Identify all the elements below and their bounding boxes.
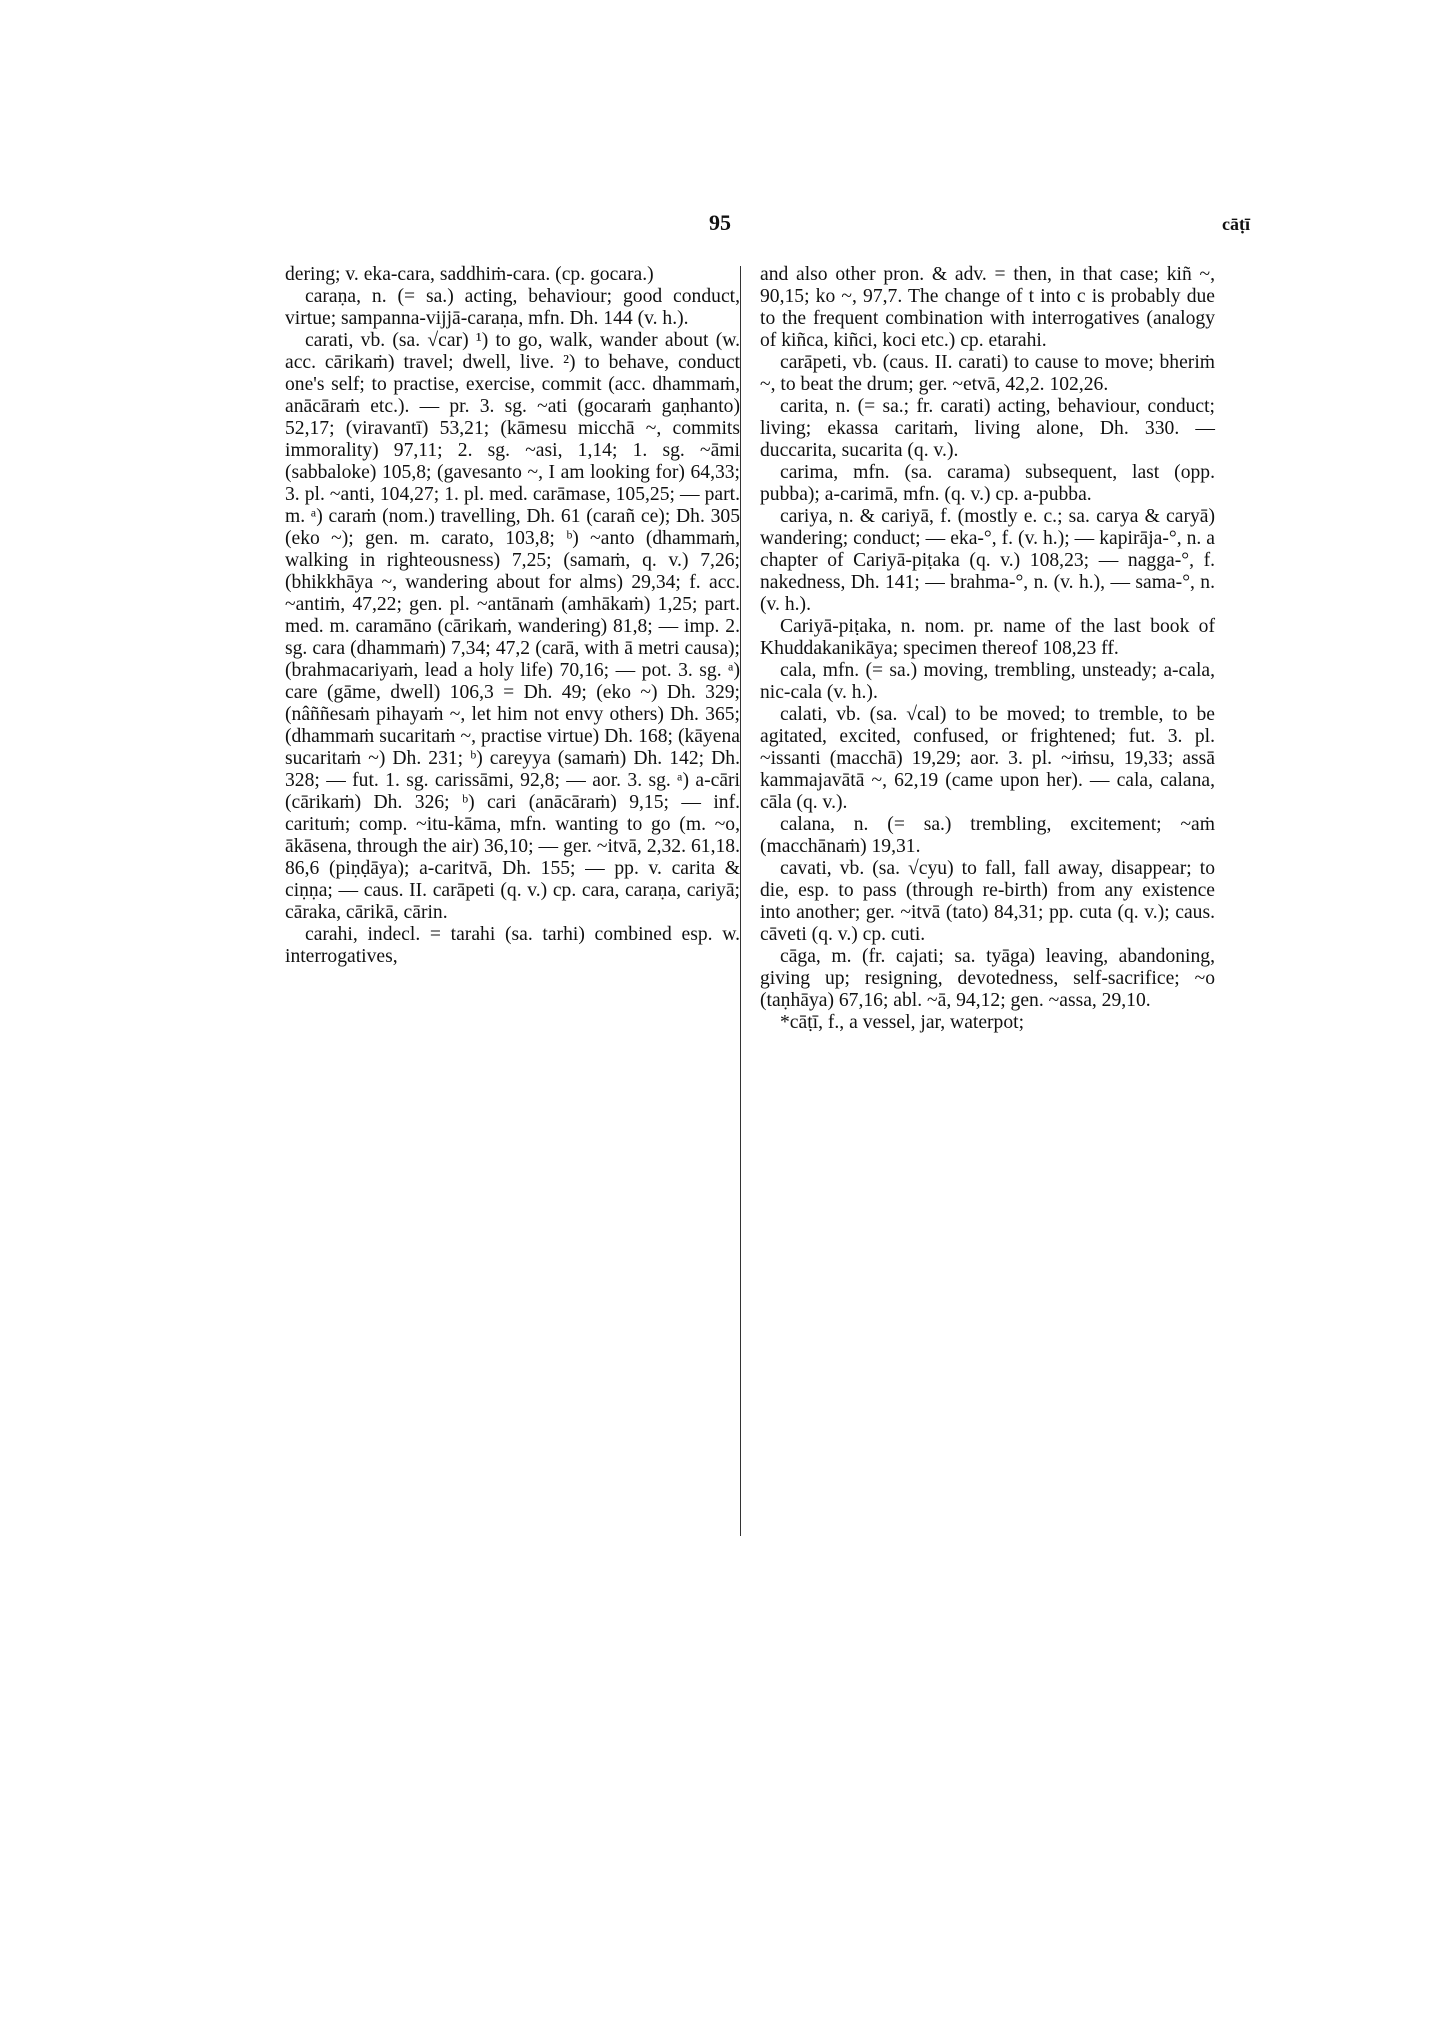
dictionary-entry: carita, n. (= sa.; fr. carati) acting, behaviour, conduct; living; ekassa caritaṁ, living alone, Dh. 330. — duccarita, sucarita (q. v.). (760, 396, 1215, 461)
right-column (760, 264, 1215, 1034)
dictionary-entry: calana, n. (= sa.) trembling, excitement; ~aṁ (macchānaṁ) 19,31. (760, 814, 1215, 857)
dictionary-entry: dering; v. eka-cara, saddhiṁ-cara. (cp. gocara.) (285, 264, 654, 285)
dictionary-entry: carāpeti, vb. (caus. II. carati) to cause to move; bheriṁ ~, to beat the drum; ger. ~etvā, 42,2. 102,26. (760, 352, 1215, 395)
dictionary-entry: carima, mfn. (sa. carama) subsequent, last (opp. pubba); a-carimā, mfn. (q. v.) cp. a-pubba. (760, 462, 1215, 505)
dictionary-entry: calati, vb. (sa. √cal) to be moved; to tremble, to be agitated, excited, confused, or frightened; fut. 3. pl. ~issanti (macchā) 19,29; aor. 3. pl. ~iṁsu, 19,33; assā kammajavātā ~, 62,19 (came upon her). — cala, calana, cāla (q. v.). (760, 704, 1215, 813)
dictionary-entry: cariya, n. & cariyā, f. (mostly e. c.; sa. carya & caryā) wandering; conduct; — eka-°, f. (v. h.); — kapirāja-°, n. a chapter of Cariyā-piṭaka (q. v.) 108,23; — nagga-°, f. nakedness, Dh. 141; — brahma-°, n. (v. h.), — sama-°, n. (v. h.). (760, 506, 1215, 615)
dictionary-entry: cāga, m. (fr. cajati; sa. tyāga) leaving, abandoning, giving up; resigning, devotedness, self-sacrifice; ~o (taṇhāya) 67,16; abl. ~ā, 94,12; gen. ~assa, 29,10. (760, 946, 1215, 1011)
dictionary-entry: and also other pron. & adv. = then, in that case; kiñ ~, 90,15; ko ~, 97,7. The change of t into c is probably due to the frequent combination with interrogatives (analogy of kiñca, kiñci, koci etc.) cp. etarahi. (760, 264, 1215, 351)
page-number: 95 (709, 210, 731, 235)
dictionary-entry: carahi, indecl. = tarahi (sa. tarhi) combined esp. w. interrogatives, (285, 924, 740, 967)
dictionary-entry: caraṇa, n. (= sa.) acting, behaviour; good conduct, virtue; sampanna-vijjā-caraṇa, mfn. Dh. 144 (v. h.). (285, 286, 740, 329)
left-column (285, 264, 740, 968)
dictionary-entry: *cāṭī, f., a vessel, jar, waterpot; (780, 1012, 1025, 1033)
column-divider (740, 266, 741, 1536)
running-head: cāṭī (1222, 214, 1250, 234)
dictionary-entry: cala, mfn. (= sa.) moving, trembling, unsteady; a-cala, nic-cala (v. h.). (760, 660, 1215, 703)
dictionary-entry: Cariyā-piṭaka, n. nom. pr. name of the last book of Khuddakanikāya; specimen thereof 108,23 ff. (760, 616, 1215, 659)
dictionary-entry: cavati, vb. (sa. √cyu) to fall, fall away, disappear; to die, esp. to pass (through re-birth) from any existence into another; ger. ~itvā (tato) 84,31; pp. cuta (q. v.); caus. cāveti (q. v.) cp. cuti. (760, 858, 1215, 945)
dictionary-entry: carati, vb. (sa. √car) ¹) to go, walk, wander about (w. acc. cārikaṁ) travel; dwell, live. ²) to behave, conduct one's self; to practise, exercise, commit (acc. dhammaṁ, anācāraṁ etc.). — pr. 3. sg. ~ati (gocaraṁ gaṇhanto) 52,17; (viravantī) 53,21; (kāmesu micchā ~, commits immorality) 97,11; 2. sg. ~asi, 1,14; 1. sg. ~āmi (sabbaloke) 105,8; (gavesanto ~, I am looking for) 64,33; 3. pl. ~anti, 104,27; 1. pl. med. carāmase, 105,25; — part. m. ᵃ) caraṁ (nom.) travelling, Dh. 61 (carañ ce); Dh. 305 (eko ~); gen. m. carato, 103,8; ᵇ) ~anto (dhammaṁ, walking in righteousness) 7,25; (samaṁ, q. v.) 7,26; (bhikkhāya ~, wandering about for alms) 29,34; f. acc. ~antiṁ, 47,22; gen. pl. ~antānaṁ (amhākaṁ) 1,25; part. med. m. caramāno (cārikaṁ, wandering) 81,8; — imp. 2. sg. cara (dhammaṁ) 7,34; 47,2 (carā, with ā metri causa); (brahmacariyaṁ, lead a holy life) 70,16; — pot. 3. sg. ᵃ) care (gāme, dwell) 106,3 = Dh. 49; (eko ~) Dh. 329; (nâññesaṁ pihayaṁ ~, let him not envy others) Dh. 365; (dhammaṁ sucaritaṁ ~, practise virtue) Dh. 168; (kāyena sucaritaṁ ~) Dh. 231; ᵇ) careyya (samaṁ) Dh. 142; Dh. 328; — fut. 1. sg. carissāmi, 92,8; — aor. 3. sg. ᵃ) a-cāri (cārikaṁ) Dh. 326; ᵇ) cari (anācāraṁ) 9,15; — inf. carituṁ; comp. ~itu-kāma, mfn. wanting to go (m. ~o, ākāsena, through the air) 36,10; — ger. ~itvā, 2,32. 61,18. 86,6 (piṇḍāya); a-caritvā, Dh. 155; — pp. v. carita & ciṇṇa; — caus. II. carāpeti (q. v.) cp. cara, caraṇa, cariyā; cāraka, cārikā, cārin. (285, 330, 740, 923)
